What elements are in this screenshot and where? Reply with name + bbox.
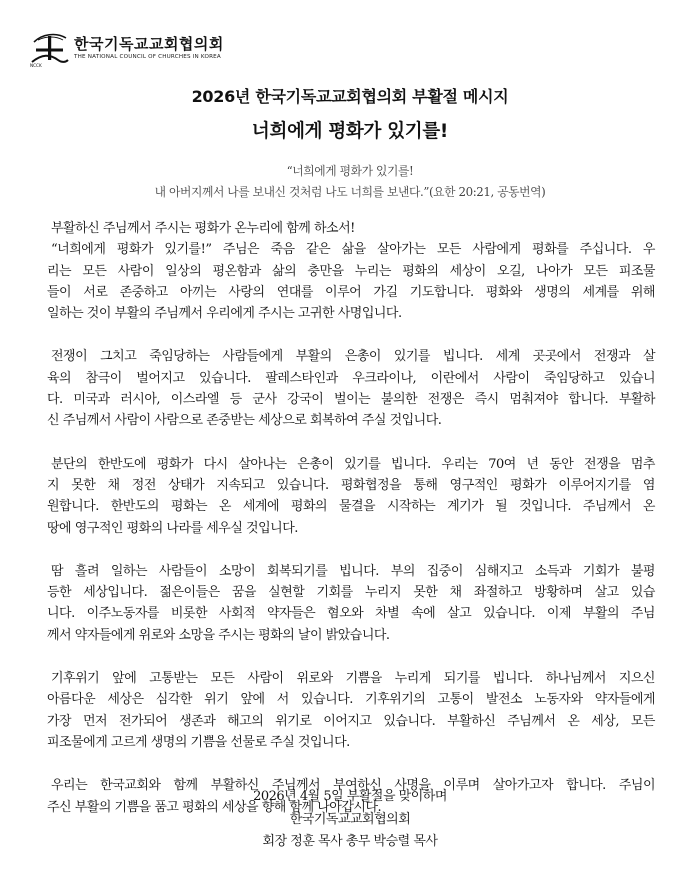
paragraph-5 bbox=[47, 668, 655, 753]
logo-small-text: NCCK bbox=[30, 63, 42, 68]
text-line: 일하는 것이 부활의 주님께서 우리에게 주시는 고귀한 사명입니다. bbox=[47, 306, 402, 322]
document-subtitle: 너희에게 평화가 있기를! bbox=[251, 121, 449, 142]
closing-signature bbox=[0, 786, 700, 854]
paragraph-4 bbox=[47, 561, 655, 646]
text-line: 니다. 이주노동자를 비롯한 사회적 약자들은 혐오와 차별 속에 살고 있습니다. 이제 부활의 주님 bbox=[47, 606, 655, 622]
org-name-en: THE NATIONAL COUNCIL OF CHURCHES IN KOREA bbox=[74, 53, 221, 60]
quote-line-2: 내 아버지께서 나를 보내신 것처럼 나도 너희를 보낸다.”(요한 20:21, 공동번역) bbox=[154, 185, 546, 199]
text-line: 우리는 한국교회와 함께 부활하신 주님께서 부여하신 사명을 이루며 살아가고자 합니다. 주님이 bbox=[51, 778, 655, 794]
closing-date-line: 2026년 4월 5일 부활절을 맞이하며 bbox=[253, 789, 447, 804]
text-line: 아름다운 세상은 심각한 위기 앞에 서 있습니다. 기후위기의 고통이 발전소 노동자와 약자들에게 bbox=[47, 692, 655, 708]
paragraph-2 bbox=[47, 346, 655, 431]
scripture-quote bbox=[0, 161, 700, 203]
text-line: 부활하신 주님께서 주시는 평화가 온누리에 함께 하소서! bbox=[51, 221, 355, 236]
text-line: 피조물에게 고르게 생명의 기쁨을 선물로 주실 것입니다. bbox=[47, 734, 350, 750]
text-line: 전쟁이 그치고 죽임당하는 사람들에게 부활의 은총이 있기를 빕니다. 세계 곳곳에서 전쟁과 살 bbox=[51, 349, 655, 365]
text-line: 들이 서로 존중하고 아끼는 사랑의 연대를 이루어 가길 기도합니다. 평화와 생명의 세계를 위해 bbox=[47, 284, 655, 300]
org-name-block bbox=[74, 36, 224, 61]
paragraph-1 bbox=[47, 218, 655, 324]
text-line: 등한 세상입니다. 젊은이들은 꿈을 실현할 기회를 누리지 못한 채 좌절하고 방황하며 살고 있습 bbox=[47, 585, 655, 601]
text-line: 리는 모든 사람이 일상의 평온함과 삶의 충만을 누리는 평화의 세상이 오길, 나아가 모든 피조물 bbox=[47, 263, 655, 279]
message-body bbox=[47, 218, 655, 840]
text-line: 지 못한 채 정전 상태가 지속되고 있습니다. 평화협정을 통해 영구적인 평화가 이루어지기를 염 bbox=[47, 477, 655, 493]
text-line: 육의 참극이 벌어지고 있습니다. 팔레스타인과 우크라이나, 이란에서 사람이 죽임당하고 있습니 bbox=[47, 370, 655, 386]
org-name-kr: 한국기독교교회협의회 bbox=[74, 34, 224, 53]
closing-org-line: 한국기독교교회협의회 bbox=[289, 811, 411, 827]
text-line: 기후위기 앞에 고통받는 모든 사람이 위로와 기쁨을 누리게 되기를 빕니다. 하나님께서 지으신 bbox=[51, 671, 655, 687]
header bbox=[28, 28, 224, 68]
text-line: 주신 부활의 기쁨을 품고 평화의 세상을 향해 함께 나아갑시다. bbox=[47, 799, 382, 815]
text-line: 땅에 영구적인 평화의 나라를 세우실 것입니다. bbox=[47, 520, 298, 536]
ncck-logo-icon bbox=[28, 28, 70, 68]
text-line: 가장 먼저 전가되어 생존과 해고의 위기로 이어지고 있습니다. 부활하신 주님께서 온 세상, 모든 bbox=[47, 713, 655, 729]
text-line: 분단의 한반도에 평화가 다시 살아나는 은총이 있기를 빕니다. 우리는 70여 년 동안 전쟁을 멈추 bbox=[51, 456, 655, 472]
text-line: “너희에게 평화가 있기를!” 주님은 죽음 같은 삶을 살아가는 모든 사람에게 평화를 주십니다. 우 bbox=[51, 242, 655, 258]
text-line: 원합니다. 한반도의 평화는 온 세계에 평화의 물결을 시작하는 계기가 될 것입니다. 주님께서 온 bbox=[47, 499, 655, 515]
text-line: 땀 흘려 일하는 사람들이 소망이 회복되기를 빕니다. 부의 집중이 심해지고 소득과 기회가 불평 bbox=[51, 563, 655, 579]
quote-line-1: “너희에게 평화가 있기를! bbox=[286, 164, 414, 178]
text-line: 신 주님께서 사람이 사람으로 존중받는 세상으로 회복하여 주실 것입니다. bbox=[47, 413, 442, 429]
text-line: 다. 미국과 러시아, 이스라엘 등 군사 강국이 벌이는 불의한 전쟁은 즉시 멈춰져야 합니다. 부활하 bbox=[47, 392, 655, 408]
text-line: 께서 약자들에게 위로와 소망을 주시는 평화의 날이 밝았습니다. bbox=[47, 627, 390, 643]
document-title: 2026년 한국기독교교회협의회 부활절 메시지 bbox=[191, 87, 509, 106]
closing-signers-line: 회장 정훈 목사 총무 박승렬 목사 bbox=[262, 834, 438, 849]
paragraph-3 bbox=[47, 454, 655, 539]
